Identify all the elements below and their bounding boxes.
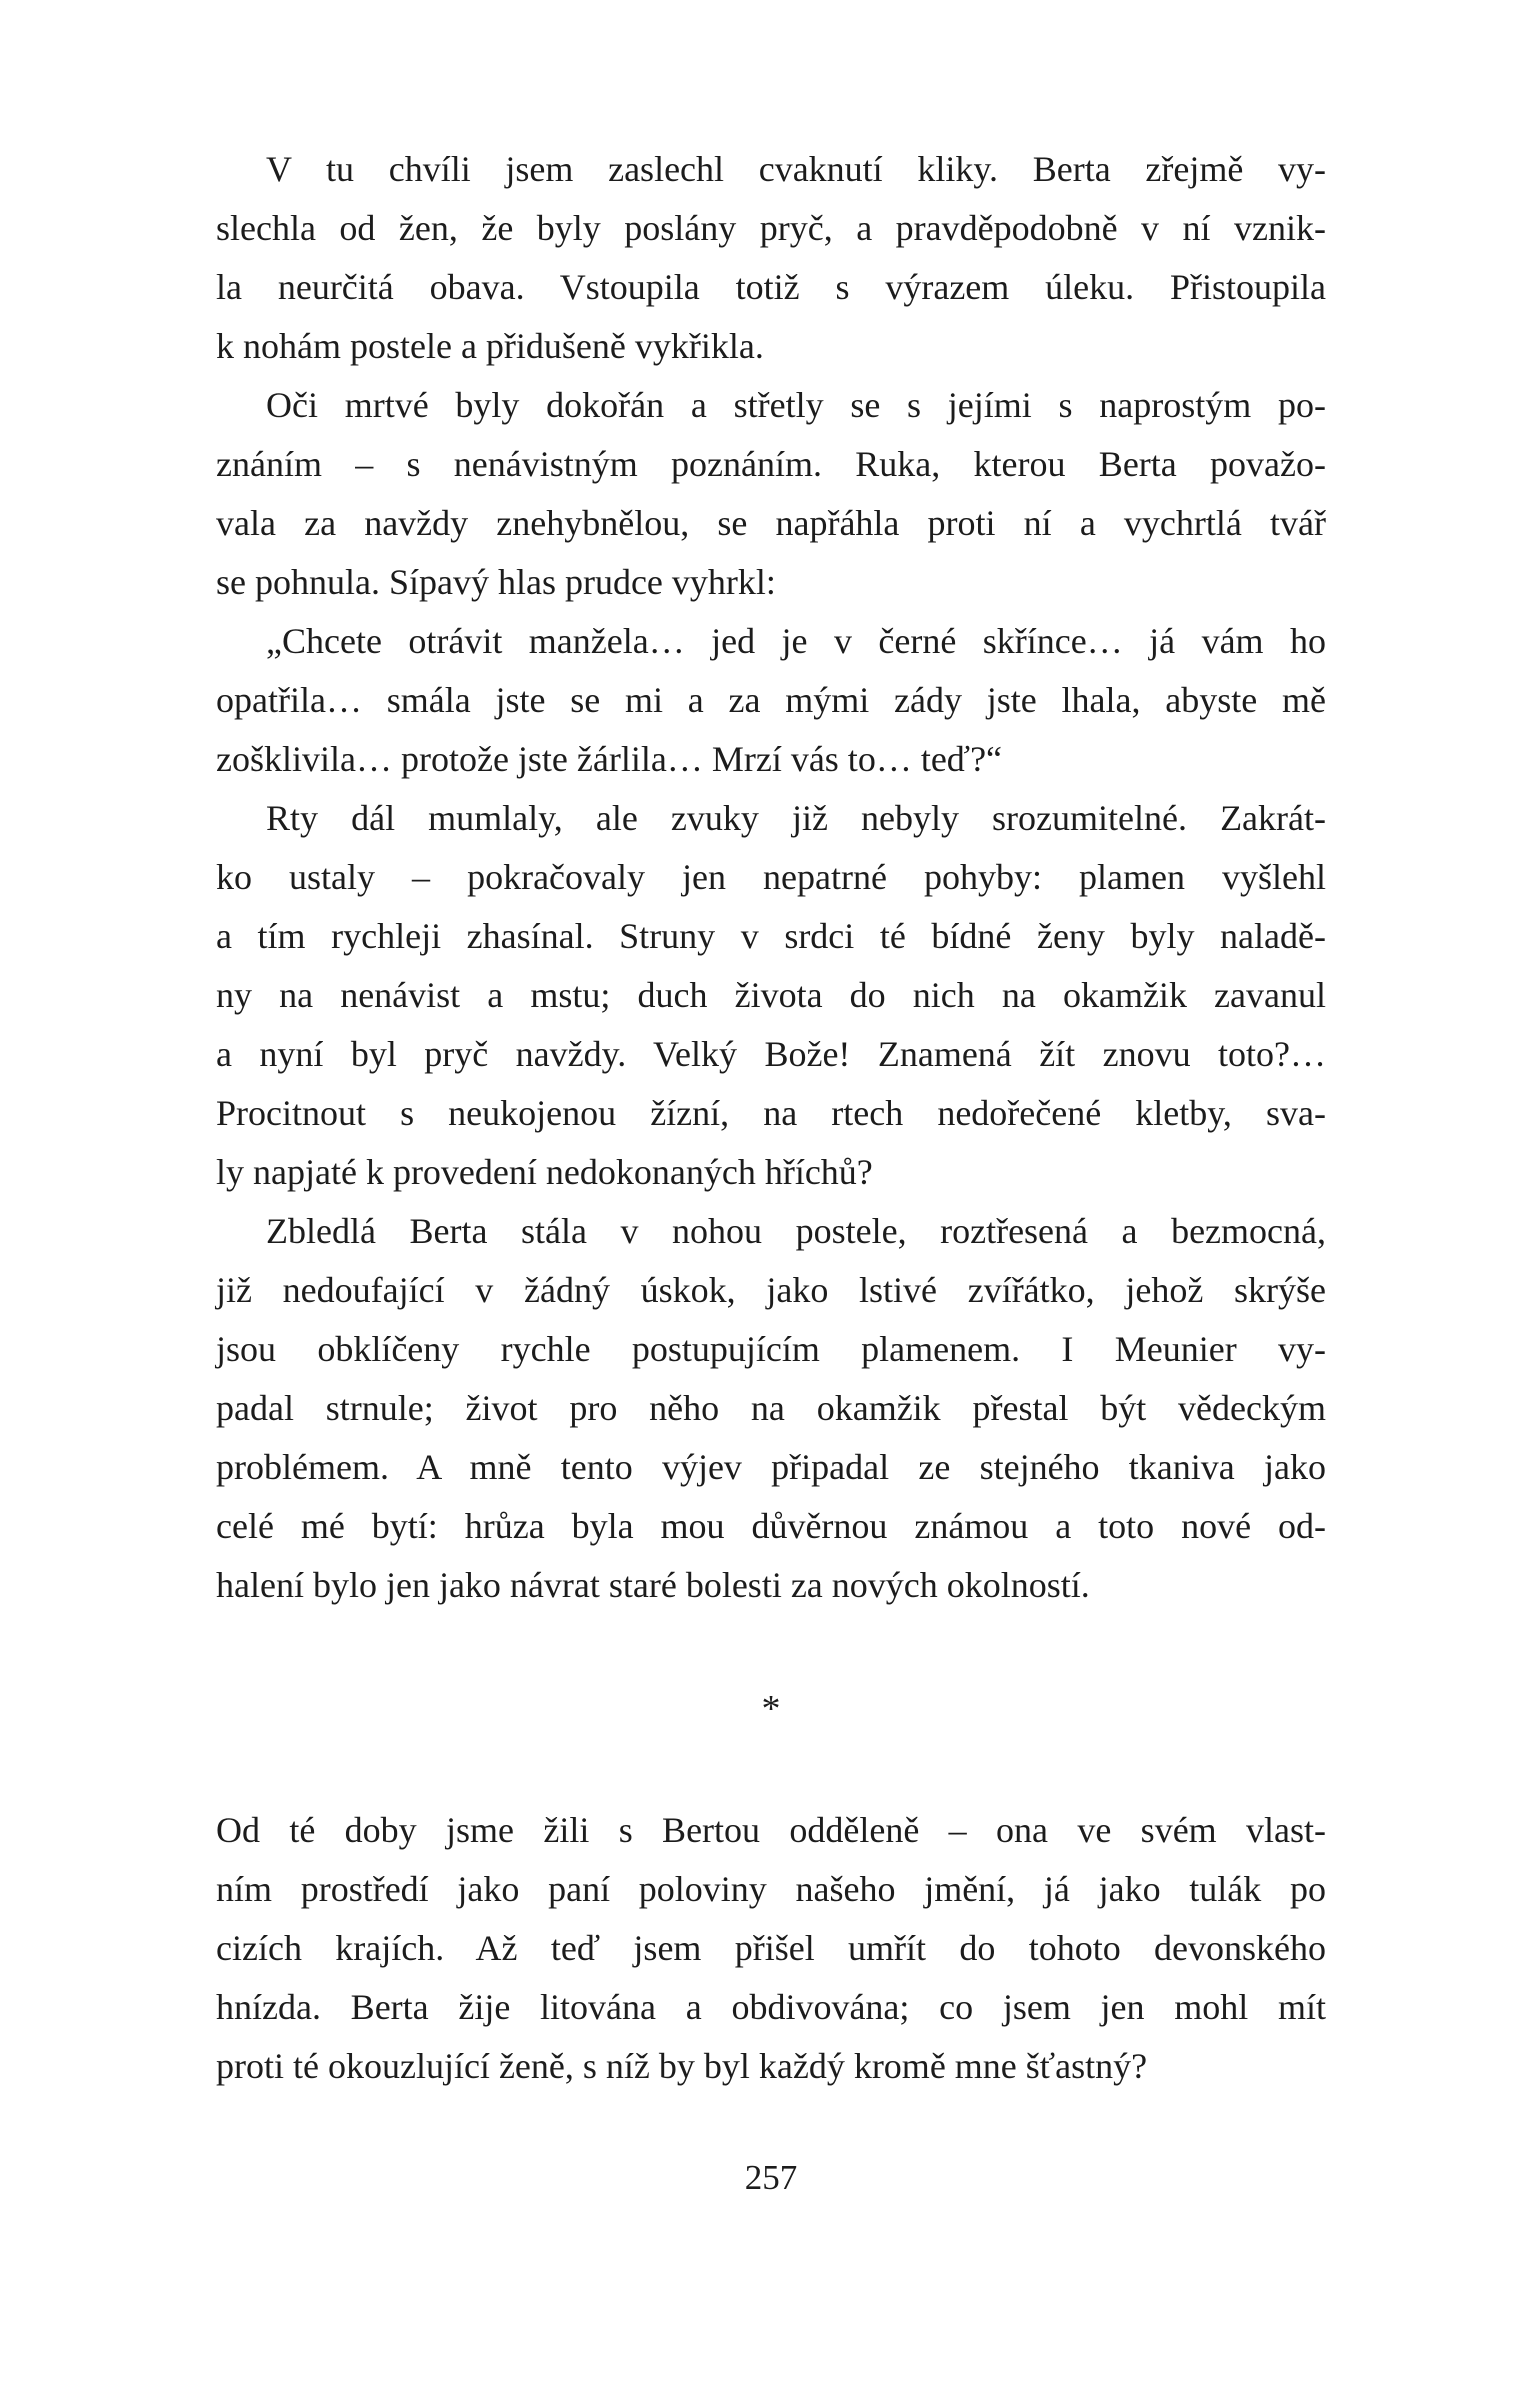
- text-section-1: [216, 140, 1326, 1615]
- text-line: halení bylo jen jako návrat staré bolesti za nových okolností.: [216, 1565, 1090, 1605]
- text-line: la neurčitá obava. Vstoupila totiž s výrazem úleku. Přistoupila: [216, 267, 1326, 307]
- text-line: se pohnula. Sípavý hlas prudce vyhrkl:: [216, 562, 776, 602]
- paragraph: [216, 1202, 1326, 1615]
- paragraph: [216, 612, 1326, 789]
- text-line: problémem. A mně tento výjev připadal ze stejného tkaniva jako: [216, 1447, 1326, 1487]
- text-line: Rty dál mumlaly, ale zvuky již nebyly srozumitelné. Zakrát-: [266, 798, 1326, 838]
- text-line: Oči mrtvé byly dokořán a střetly se s jejími s naprostým po-: [266, 385, 1326, 425]
- text-line: ním prostředí jako paní poloviny našeho jmění, já jako tulák po: [216, 1869, 1326, 1909]
- text-line: ko ustaly – pokračovaly jen nepatrné pohyby: plamen vyšlehl: [216, 857, 1326, 897]
- text-line: celé mé bytí: hrůza byla mou důvěrnou známou a toto nové od-: [216, 1506, 1326, 1546]
- paragraph: [216, 140, 1326, 376]
- text-line: opatřila… smála jste se mi a za mými zády jste lhala, abyste mě: [216, 680, 1326, 720]
- text-line: cizích krajích. Až teď jsem přišel umřít do tohoto devonského: [216, 1928, 1326, 1968]
- text-line: hnízda. Berta žije litována a obdivována; co jsem jen mohl mít: [216, 1987, 1326, 2027]
- text-line: k nohám postele a přidušeně vykřikla.: [216, 326, 764, 366]
- text-line: ly napjaté k provedení nedokonaných hříchů?: [216, 1152, 873, 1192]
- page-number: 257: [744, 2158, 798, 2197]
- text-line: znáním – s nenávistným poznáním. Ruka, kterou Berta považo-: [216, 444, 1326, 484]
- text-line: Od té doby jsme žili s Bertou odděleně – ona ve svém vlast-: [216, 1810, 1326, 1850]
- text-line: a tím rychleji zhasínal. Struny v srdci té bídné ženy byly naladě-: [216, 916, 1326, 956]
- text-line: ny na nenávist a mstu; duch života do nich na okamžik zavanul: [216, 975, 1326, 1015]
- text-line: zošklivila… protože jste žárlila… Mrzí vás to… teď?“: [216, 739, 1003, 779]
- text-line: již nedoufající v žádný úskok, jako lstivé zvířátko, jehož skrýše: [216, 1270, 1326, 1310]
- text-section-2: [216, 1801, 1326, 2096]
- paragraph: [216, 1801, 1326, 2096]
- text-line: Zbledlá Berta stála v nohou postele, roztřesená a bezmocná,: [266, 1211, 1326, 1251]
- text-line: padal strnule; život pro něho na okamžik přestal být vědeckým: [216, 1388, 1326, 1428]
- text-line: proti té okouzlující ženě, s níž by byl každý kromě mne šťastný?: [216, 2046, 1148, 2086]
- text-line: jsou obklíčeny rychle postupujícím plamenem. I Meunier vy-: [216, 1329, 1326, 1369]
- paragraph: [216, 789, 1326, 1202]
- text-line: slechla od žen, že byly poslány pryč, a pravděpodobně v ní vznik-: [216, 208, 1326, 248]
- text-line: a nyní byl pryč navždy. Velký Bože! Znamená žít znovu toto?…: [216, 1034, 1326, 1074]
- section-separator-asterisk: *: [761, 1688, 781, 1730]
- text-line: V tu chvíli jsem zaslechl cvaknutí kliky. Berta zřejmě vy-: [266, 149, 1326, 189]
- text-line: vala za navždy znehybnělou, se napřáhla proti ní a vychrtlá tvář: [216, 503, 1326, 543]
- text-line: „Chcete otrávit manžela… jed je v černé skřínce… já vám ho: [266, 621, 1326, 661]
- paragraph: [216, 376, 1326, 612]
- text-line: Procitnout s neukojenou žízní, na rtech nedořečené kletby, sva-: [216, 1093, 1326, 1133]
